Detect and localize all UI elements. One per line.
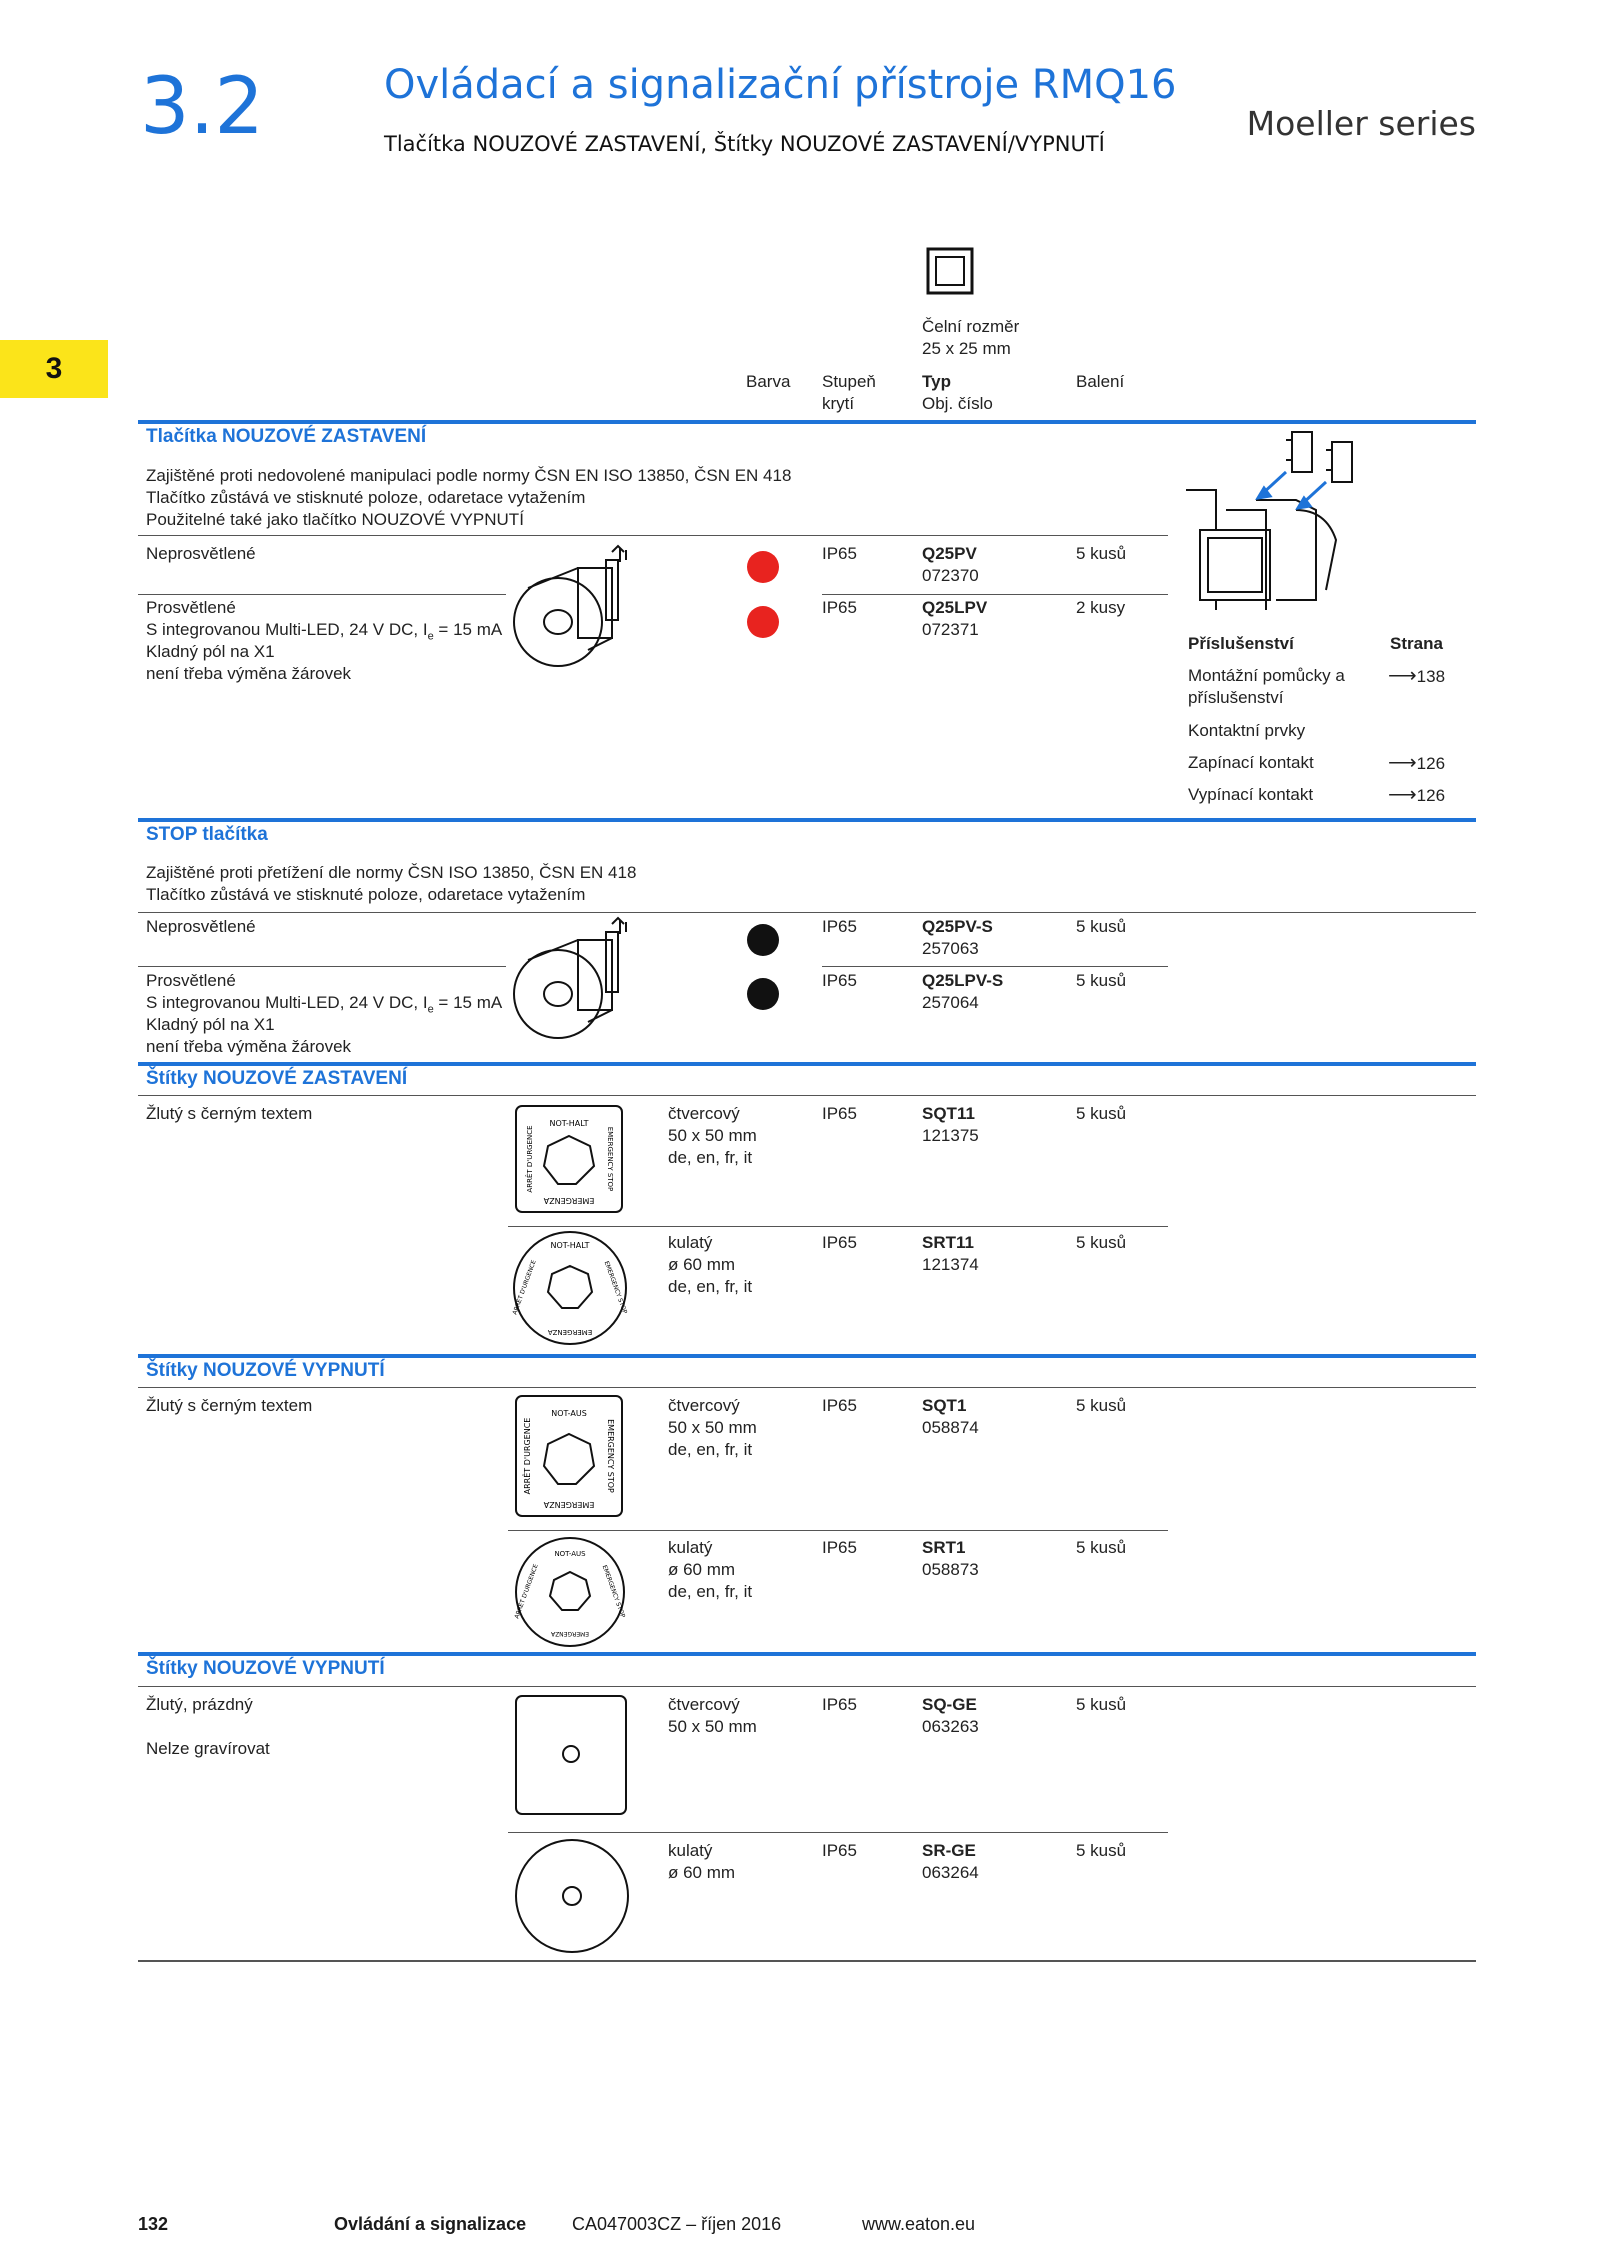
row-label: Žlutý, prázdný (146, 1695, 253, 1714)
plate-text: ARRÊT D'URGENCE (513, 1563, 540, 1620)
packaging: 5 kusů (1076, 917, 1127, 936)
section3-heading: Štítky NOUZOVÉ ZASTAVENÍ (146, 1068, 408, 1089)
order-number: 121375 (922, 1126, 979, 1145)
col-degree-1: Stupeň (822, 372, 876, 391)
series-label: Moeller series (1246, 104, 1476, 143)
section-number: 3.2 (140, 62, 265, 152)
row-label: Nelze gravírovat (146, 1739, 270, 1758)
ip-rating: IP65 (822, 1396, 857, 1415)
order-number: 072370 (922, 566, 979, 585)
type-code: SQT11 (922, 1104, 975, 1123)
section-rule (138, 1652, 1476, 1656)
plate-size: ø 60 mm (668, 1863, 736, 1882)
packaging: 5 kusů (1076, 1538, 1127, 1557)
color-dot-red (747, 551, 779, 583)
section1-desc: Použitelné také jako tlačítko NOUZOVÉ VYPNUTÍ (146, 510, 524, 529)
order-number: 257063 (922, 939, 979, 958)
packaging: 5 kusů (1076, 1233, 1127, 1252)
type-code: Q25LPV (922, 598, 988, 617)
accessories-page-heading: Strana (1390, 634, 1443, 653)
plate-text: EMERGENZA (547, 1328, 593, 1336)
page-subtitle: Tlačítka NOUZOVÉ ZASTAVENÍ, Štítky NOUZOVÉ ZASTAVENÍ/VYPNUTÍ (384, 132, 1105, 156)
ip-rating: IP65 (822, 1538, 857, 1557)
front-size-square-icon (926, 247, 974, 295)
blank-round-plate-image (512, 1836, 632, 1956)
row-detail: Kladný pól na X1 (146, 1015, 275, 1034)
row-label: Žlutý s černým textem (146, 1396, 313, 1415)
plate-text: ARRÊT D'URGENCE (511, 1259, 538, 1316)
arrow-right-icon: ⟶ (1388, 665, 1417, 687)
ip-rating: IP65 (822, 971, 857, 990)
section2-heading: STOP tlačítka (146, 824, 268, 845)
page-title: Ovládací a signalizační přístroje RMQ16 (384, 62, 1177, 108)
ip-rating: IP65 (822, 544, 857, 563)
accessory-diagram-image (1186, 430, 1386, 610)
row-divider (138, 535, 1168, 536)
ip-rating: IP65 (822, 1233, 857, 1252)
mushroom-button-image (508, 912, 638, 1042)
row-label: Prosvětlené (146, 598, 236, 617)
packaging: 5 kusů (1076, 544, 1127, 563)
plate-text: ARRÊT D'URGENCE (523, 1417, 532, 1495)
packaging: 5 kusů (1076, 1695, 1127, 1714)
color-dot-black (747, 924, 779, 956)
section-rule (138, 1062, 1476, 1066)
plate-size: 50 x 50 mm (668, 1717, 757, 1736)
type-code: Q25PV-S (922, 917, 993, 936)
type-code: SQ-GE (922, 1695, 977, 1714)
section2-desc: Zajištěné proti přetížení dle normy ČSN ISO 13850, ČSN EN 418 (146, 863, 637, 882)
front-size-label: Čelní rozměr (922, 317, 1020, 336)
round-label-plate-image (512, 1534, 628, 1650)
row-detail: není třeba výměna žárovek (146, 1037, 352, 1056)
section-rule (138, 818, 1476, 822)
accessory-item: příslušenství (1188, 688, 1284, 707)
plate-text: EMERGENCY STOP (602, 1260, 629, 1315)
mushroom-button-image (508, 540, 638, 670)
plate-size: 50 x 50 mm (668, 1126, 757, 1145)
packaging: 5 kusů (1076, 1104, 1127, 1123)
row-divider (138, 594, 506, 595)
round-label-plate-image (510, 1228, 630, 1348)
plate-shape: kulatý (668, 1538, 713, 1557)
section5-heading: Štítky NOUZOVÉ VYPNUTÍ (146, 1658, 385, 1679)
row-label: Žlutý s černým textem (146, 1104, 313, 1123)
row-divider (138, 1387, 1476, 1388)
row-detail: Kladný pól na X1 (146, 642, 275, 661)
ip-rating: IP65 (822, 1695, 857, 1714)
accessory-item[interactable]: Vypínací kontakt (1188, 785, 1314, 804)
plate-lang: de, en, fr, it (668, 1277, 753, 1296)
plate-size: ø 60 mm (668, 1255, 736, 1274)
square-label-plate-image (514, 1394, 624, 1518)
section1-heading: Tlačítka NOUZOVÉ ZASTAVENÍ (146, 426, 427, 447)
plate-size: 50 x 50 mm (668, 1418, 757, 1437)
order-number: 072371 (922, 620, 979, 639)
col-color: Barva (746, 372, 791, 391)
type-code: Q25PV (922, 544, 977, 563)
page-ref[interactable]: ⟶138 (1388, 665, 1446, 687)
plate-lang: de, en, fr, it (668, 1582, 753, 1601)
plate-shape: čtvercový (668, 1104, 740, 1123)
row-divider (138, 912, 1476, 913)
arrow-right-icon: ⟶ (1388, 752, 1417, 774)
row-divider (138, 966, 506, 967)
row-divider (138, 1686, 1476, 1687)
plate-text: EMERGENZA (543, 1500, 595, 1509)
ip-rating: IP65 (822, 1104, 857, 1123)
plate-text: EMERGENZA (550, 1630, 590, 1637)
plate-size: ø 60 mm (668, 1560, 736, 1579)
accessories-heading: Příslušenství (1188, 634, 1294, 653)
footer-url[interactable]: www.eaton.eu (862, 2214, 976, 2234)
col-packaging: Balení (1076, 372, 1125, 391)
front-size-value: 25 x 25 mm (922, 339, 1011, 358)
page-ref[interactable]: ⟶126 (1388, 784, 1446, 806)
row-divider (138, 1095, 1476, 1096)
row-detail: S integrovanou Multi-LED, 24 V DC, $I_e = 15$ mA (146, 993, 503, 1016)
plate-text: EMERGENCY STOP (606, 1419, 615, 1493)
color-dot-black (747, 978, 779, 1010)
page-number: 132 (138, 2214, 169, 2234)
plate-shape: kulatý (668, 1233, 713, 1252)
section1-desc: Zajištěné proti nedovolené manipulaci podle normy ČSN EN ISO 13850, ČSN EN 418 (146, 466, 792, 485)
section2-desc: Tlačítko zůstává ve stisknuté poloze, odaretace vytažením (146, 885, 586, 904)
plate-text: EMERGENZA (543, 1196, 595, 1205)
type-code: SRT11 (922, 1233, 974, 1252)
square-label-plate-image (514, 1104, 624, 1214)
order-number: 058873 (922, 1560, 979, 1579)
ip-rating: IP65 (822, 598, 857, 617)
packaging: 5 kusů (1076, 1841, 1127, 1860)
section1-desc: Tlačítko zůstává ve stisknuté poloze, odaretace vytažením (146, 488, 586, 507)
row-detail: není třeba výměna žárovek (146, 664, 352, 683)
plate-text: NOT-HALT (549, 1119, 589, 1128)
order-number: 121374 (922, 1255, 979, 1274)
row-divider (508, 1530, 1168, 1531)
ip-rating: IP65 (822, 917, 857, 936)
row-divider (508, 1226, 1168, 1227)
plate-shape: čtvercový (668, 1396, 740, 1415)
plate-shape: kulatý (668, 1841, 713, 1860)
ip-rating: IP65 (822, 1841, 857, 1860)
table-end-rule (138, 1960, 1476, 1962)
accessory-item[interactable]: Montážní pomůcky a (1188, 666, 1345, 685)
packaging: 5 kusů (1076, 1396, 1127, 1415)
plate-text: NOT-AUS (551, 1409, 587, 1418)
col-degree-2: krytí (822, 394, 855, 413)
packaging: 5 kusů (1076, 971, 1127, 990)
section4-heading: Štítky NOUZOVÉ VYPNUTÍ (146, 1360, 385, 1381)
row-divider (508, 1832, 1168, 1833)
arrow-right-icon: ⟶ (1388, 784, 1417, 806)
footer-chapter: Ovládání a signalizace (334, 2214, 527, 2234)
order-number: 257064 (922, 993, 979, 1012)
plate-text: EMERGENCY STOP (606, 1126, 614, 1192)
plate-lang: de, en, fr, it (668, 1440, 753, 1459)
blank-square-plate-image (514, 1694, 628, 1816)
order-number: 063264 (922, 1863, 979, 1882)
row-divider (822, 594, 1168, 595)
packaging: 2 kusy (1076, 598, 1126, 617)
section-rule (138, 420, 1476, 424)
plate-text: EMERGENCY STOP (600, 1564, 627, 1619)
plate-text: NOT-HALT (550, 1241, 590, 1250)
order-number: 063263 (922, 1717, 979, 1736)
type-code: SRT1 (922, 1538, 966, 1557)
col-type: Typ (922, 372, 951, 391)
order-number: 058874 (922, 1418, 979, 1437)
row-label: Neprosvětlené (146, 544, 256, 563)
color-dot-red (747, 606, 779, 638)
row-detail: S integrovanou Multi-LED, 24 V DC, $I_e = 15$ mA (146, 620, 503, 643)
chapter-tab[interactable]: 3 (0, 340, 108, 398)
plate-text: NOT-AUS (554, 1550, 586, 1558)
page-ref[interactable]: ⟶126 (1388, 752, 1446, 774)
accessory-item: Kontaktní prvky (1188, 721, 1306, 740)
accessory-item[interactable]: Zapínací kontakt (1188, 753, 1314, 772)
row-label: Neprosvětlené (146, 917, 256, 936)
row-divider (822, 966, 1168, 967)
type-code: SQT1 (922, 1396, 967, 1415)
plate-text: ARRÊT D'URGENCE (526, 1125, 534, 1193)
plate-lang: de, en, fr, it (668, 1148, 753, 1167)
type-code: Q25LPV-S (922, 971, 1004, 990)
type-code: SR-GE (922, 1841, 976, 1860)
plate-shape: čtvercový (668, 1695, 740, 1714)
footer-doc: CA047003CZ – říjen 2016 (572, 2214, 782, 2234)
row-label: Prosvětlené (146, 971, 236, 990)
section-rule (138, 1354, 1476, 1358)
col-order: Obj. číslo (922, 394, 993, 413)
